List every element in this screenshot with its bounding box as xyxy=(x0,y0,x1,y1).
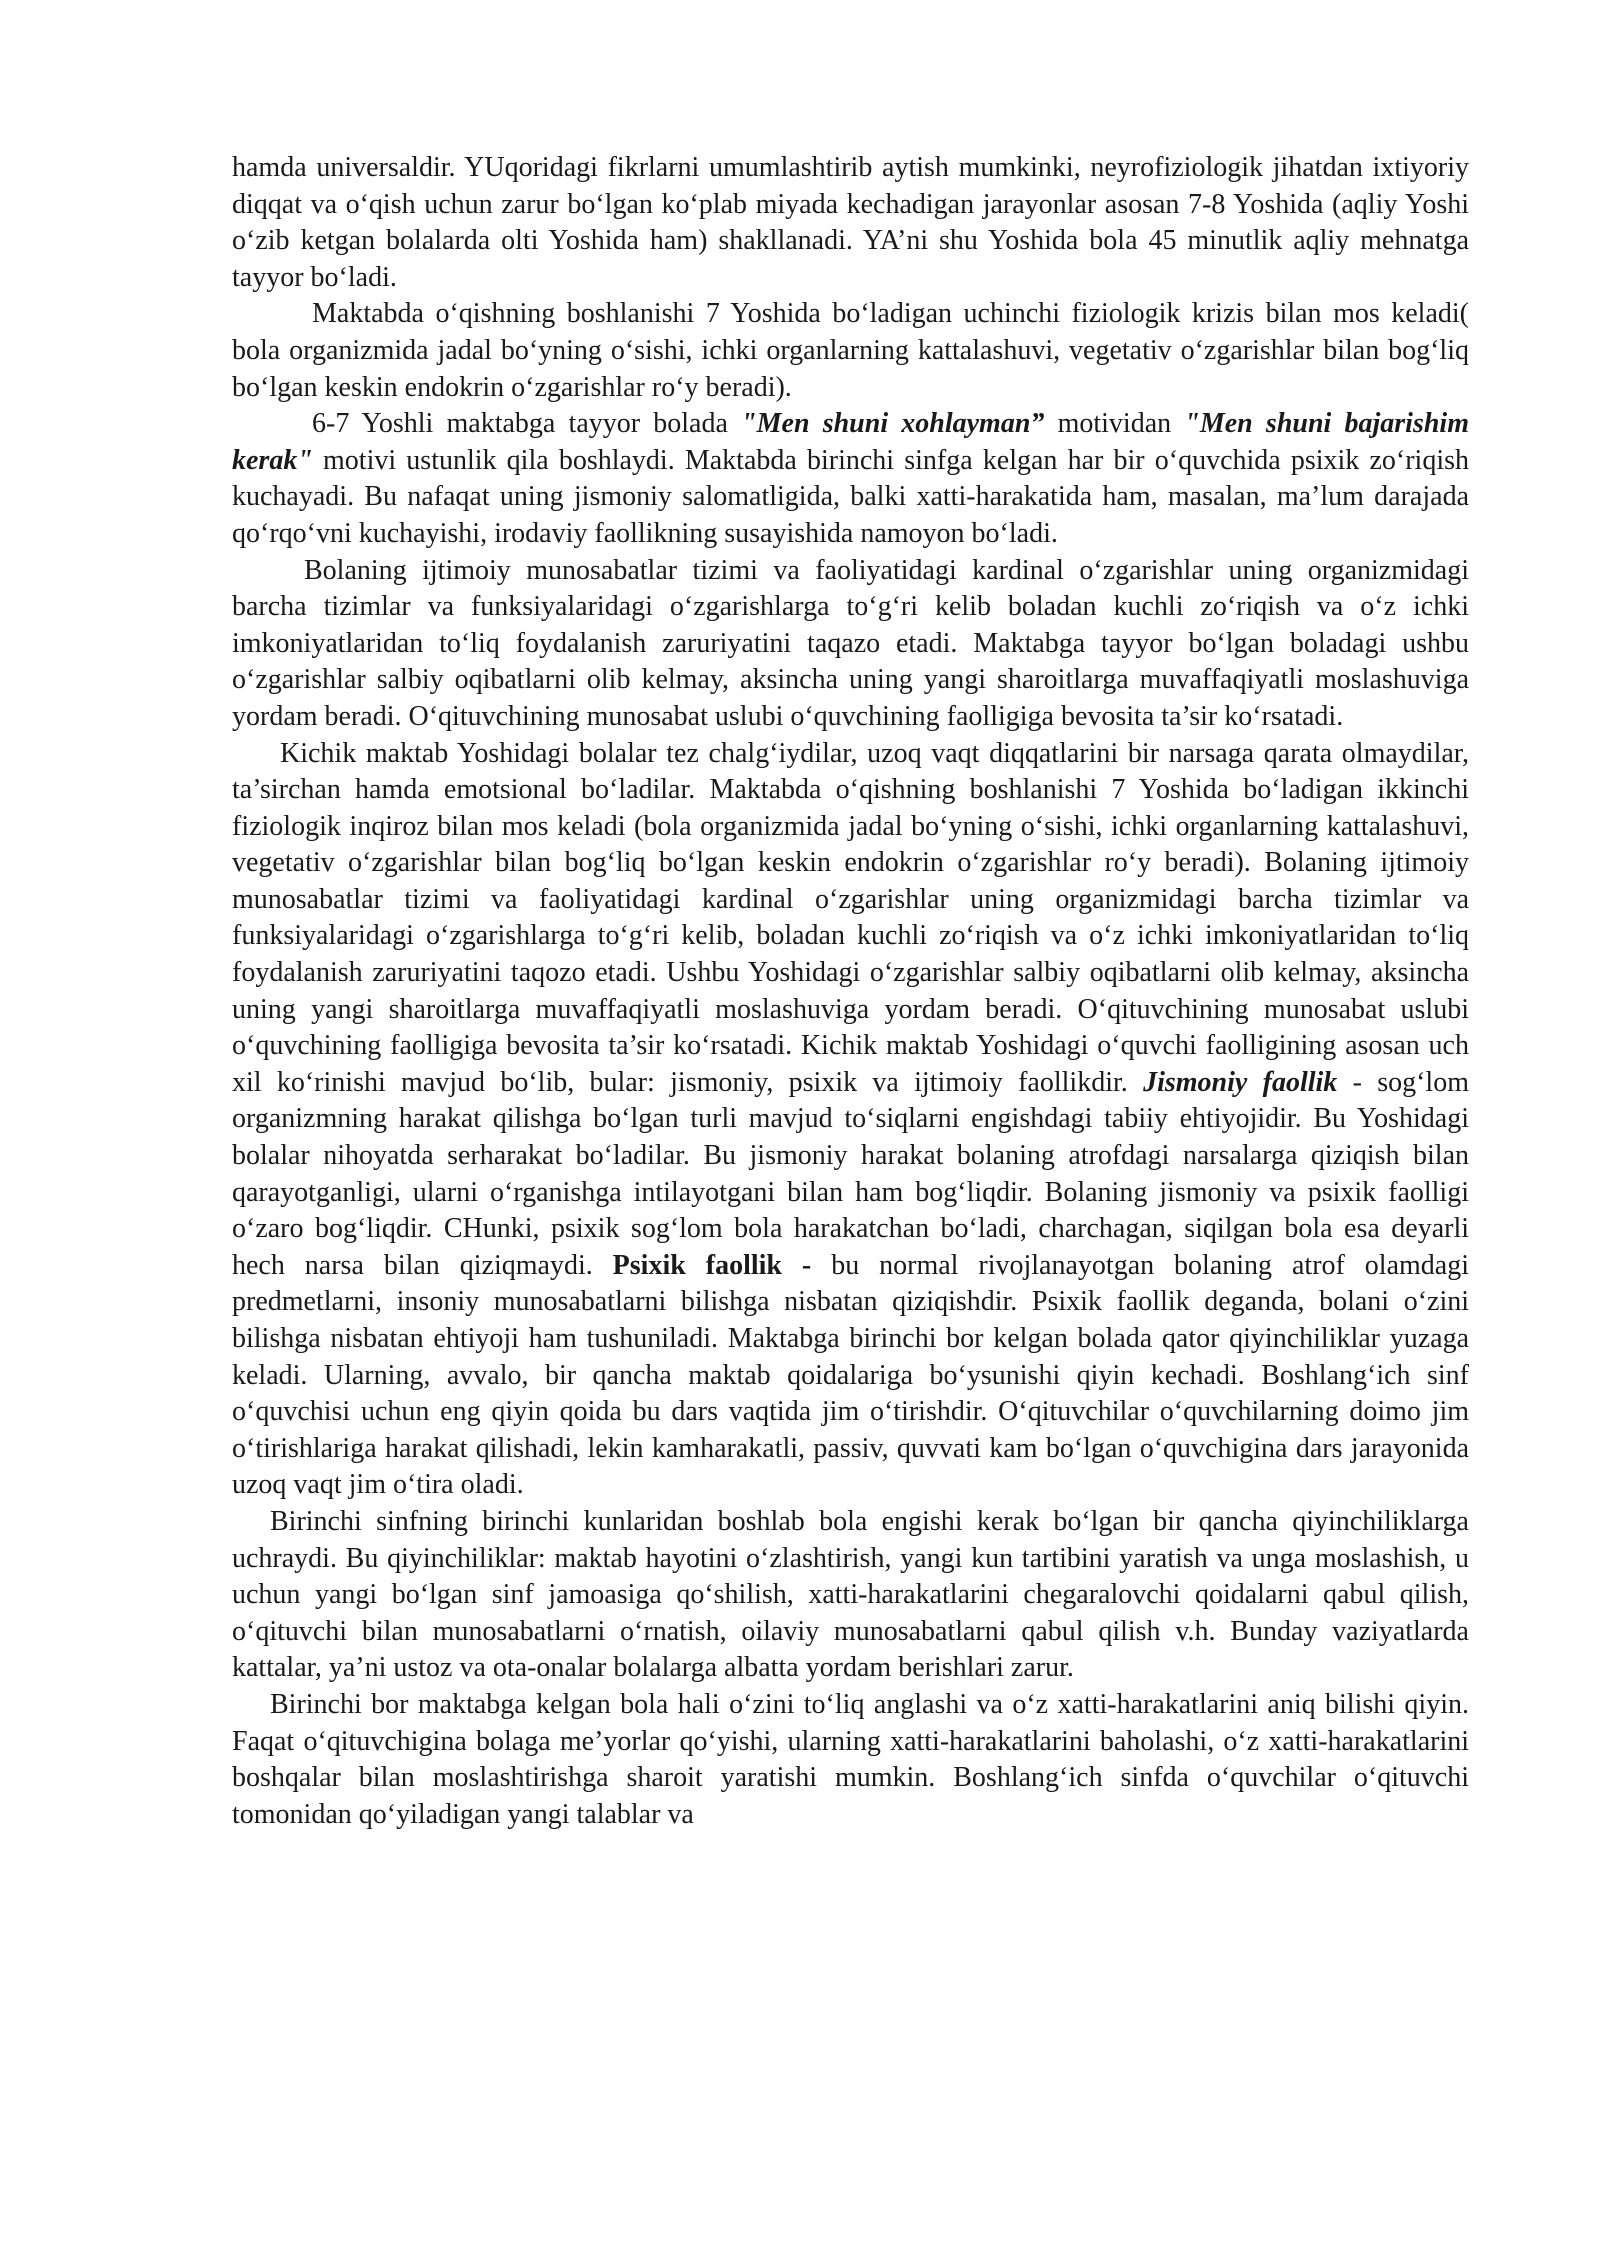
paragraph-4-text: Bolaning ijtimoiy munosabatlar tizimi va faoliyatidagi kardinal o‘zgarishlar uning organizmidagi barcha tizimlar va funksiyalaridagi o‘zgarishlarga to‘g‘ri kelib boladan kuchli zo‘riqish va o‘z ichki imkoniyatlaridan to‘liq foydalanish zaruriyatini taqazo etadi. Maktabga tayyor bo‘lgan boladagi ushbu o‘zgarishlar salbiy oqibatlarni olib kelmay, aksincha uning yangi sharoitlarga muvaffaqiyatli moslashuviga yordam beradi. O‘qituvchining munosabat uslubi o‘quvchining faolligiga bevosita ta’sir ko‘rsatadi. xyxy=(232,554,1469,732)
paragraph-3-text-c: motivi ustunlik qila boshlaydi. Maktabda birinchi sinfga kelgan har bir o‘quvchida psixik zo‘riqish kuchayadi. Bu nafaqat uning jismoniy salomatligida, balki xatti-harakatida ham, masalan, ma’lum darajada qo‘rqo‘vni kuchayishi, irodaviy faollikning susayishida namoyon bo‘ladi. xyxy=(232,444,1469,549)
paragraph-7-text: Birinchi bor maktabga kelgan bola hali o‘zini to‘liq anglashi va o‘z xatti-harakatlarini aniq bilishi qiyin. Faqat o‘qituvchigina bolaga me’yorlar qo‘yishi, ularning xatti-harakatlarini baholashi, o‘z xatti-harakatlarini boshqalar bilan moslashtirishga sharoit yaratishi mumkin. Boshlang‘ich sinfda o‘quvchilar o‘qituvchi tomonidan qo‘yiladigan yangi talablar va xyxy=(232,1688,1469,1830)
paragraph-1-text: hamda universaldir. YUqoridagi fikrlarni umumlashtirib aytish mumkinki, neyrofiziologik jihatdan ixtiyoriy diqqat va o‘qish uchun zarur bo‘lgan ko‘plab miyada kechadigan jarayonlar asosan 7-8 Yoshida (aqliy Yoshi o‘zib ketgan bolalarda olti Yoshida ham) shakllanadi. YA’ni shu Yoshida bola 45 minutlik aqliy mehnatga tayyor bo‘ladi. xyxy=(232,152,1469,293)
paragraph-3-text-a: 6-7 Yoshli maktabga tayyor bolada xyxy=(312,408,742,440)
paragraph-5-text-a: Kichik maktab Yoshidagi bolalar tez chalg‘iydilar, uzoq vaqt diqqatlarini bir narsaga qarata olmaydilar, ta’sirchan hamda emotsional bo‘ladilar. Maktabda o‘qishning boshlanishi 7 Yoshida bo‘ladigan ikkinchi fiziologik inqiroz bilan mos keladi (bola organizmida jadal bo‘yning o‘sishi, ichki organlarning kattalashuvi, vegetativ o‘zgarishlar bilan bog‘liq bo‘lgan keskin endokrin o‘zgarishlar ro‘y beradi). Bolaning ijtimoiy munosabatlar tizimi va faoliyatidagi kardinal o‘zgarishlar uning organizmidagi barcha tizimlar va funksiyalaridagi o‘zgarishlarga to‘g‘ri kelib, boladan kuchli zo‘riqish va o‘z ichki imkoniyatlaridan to‘liq foydalanish zaruriyatini taqozo etadi. Ushbu Yoshidagi o‘zgarishlar salbiy oqibatlarni olib kelmay, aksincha uning yangi sharoitlarga muvaffaqiyatli moslashuviga yordam beradi. O‘qituvchining munosabat uslubi o‘quvchining faolligiga bevosita ta’sir ko‘rsatadi. Kichik maktab Yoshidagi o‘quvchi faolligining asosan uch xil ko‘rinishi mavjud bo‘lib, bular: jismoniy, psixik va ijtimoiy faollikdir. xyxy=(232,737,1469,1098)
emphasis-men-shuni-bajarishim-kerak: "Men shuni bajarishim kerak" xyxy=(232,408,1469,476)
paragraph-6 xyxy=(232,1504,1469,1687)
paragraph-7 xyxy=(232,1687,1469,1833)
paragraph-4 xyxy=(232,553,1469,736)
term-jismoniy-faollik: Jismoniy faollik xyxy=(1143,1066,1338,1098)
paragraph-3 xyxy=(232,406,1469,552)
paragraph-5-text-b: - sog‘lom organizmning harakat qilishga bo‘lgan turli mavjud to‘siqlarni engishdagi tabiiy ehtiyojidir. Bu Yoshidagi bolalar nihoyatda serharakat bo‘ladilar. Bu jismoniy harakat bolaning atrofdagi narsalarga qiziqish bilan qarayotganligi, ularni o‘rganishga intilayotgani bilan ham bog‘liqdir. Bolaning jismoniy va psixik faolligi o‘zaro bog‘liqdir. CHunki, psixik sog‘lom bola harakatchan bo‘ladi, charchagan, siqilgan bola esa deyarli hech narsa bilan qiziqmaydi. xyxy=(232,1066,1469,1281)
paragraph-2-text: Maktabda o‘qishning boshlanishi 7 Yoshida bo‘ladigan uchinchi fiziologik krizis bilan mos keladi( bola organizmida jadal bo‘yning o‘sishi, ichki organlarning kattalashuvi, vegetativ o‘zgarishlar bilan bog‘liq bo‘lgan keskin endokrin o‘zgarishlar ro‘y beradi). xyxy=(232,298,1469,403)
paragraph-1 xyxy=(232,150,1469,296)
paragraph-3-text-b: motividan xyxy=(1044,408,1185,440)
document-page xyxy=(232,150,1469,1833)
paragraph-5 xyxy=(232,736,1469,1504)
paragraph-2 xyxy=(232,296,1469,406)
term-psixik-faollik: Psixik faollik - xyxy=(612,1249,812,1281)
paragraph-5-text-c: bu normal rivojlanayotgan bolaning atrof olamdagi predmetlarni, insoniy munosabatlarni bilishga nisbatan qiziqishdir. Psixik faollik deganda, bolani o‘zini bilishga nisbatan ehtiyoji ham tushuniladi. Maktabga birinchi bor kelgan bolada qator qiyinchiliklar yuzaga keladi. Ularning, avvalo, bir qancha maktab qoidalariga bo‘ysunishi qiyin kechadi. Boshlang‘ich sinf o‘quvchisi uchun eng qiyin qoida bu dars vaqtida jim o‘tirishdir. O‘qituvchilar o‘quvchilarning doimo jim o‘tirishlariga harakat qilishadi, lekin kamharakatli, passiv, quvvati kam bo‘lgan o‘quvchigina dars jarayonida uzoq vaqt jim o‘tira oladi. xyxy=(232,1249,1469,1501)
paragraph-6-text: Birinchi sinfning birinchi kunlaridan boshlab bola engishi kerak bo‘lgan bir qancha qiyinchiliklarga uchraydi. Bu qiyinchiliklar: maktab hayotini o‘zlashtirish, yangi kun tartibini yaratish va unga moslashish, u uchun yangi bo‘lgan sinf jamoasiga qo‘shilish, xatti-harakatlarini chegaralovchi qoidalarni qabul qilish, o‘qituvchi bilan munosabatlarni o‘rnatish, oilaviy munosabatlarni qabul qilish v.h. Bunday vaziyatlarda kattalar, ya’ni ustoz va ota-onalar bolalarga albatta yordam berishlari zarur. xyxy=(232,1505,1469,1684)
emphasis-men-shuni-xohlayman: "Men shuni xohlayman” xyxy=(741,408,1045,440)
